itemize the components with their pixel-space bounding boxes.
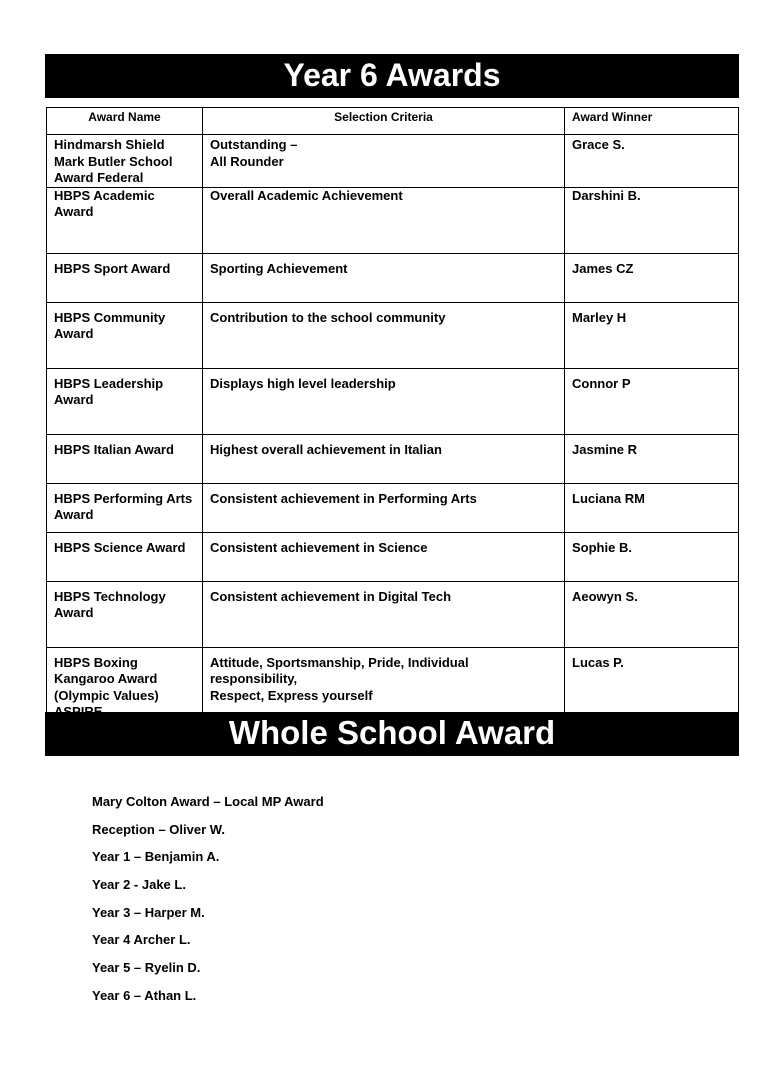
winner-cell: Connor P: [565, 368, 739, 434]
award-name-cell: HBPS Leadership Award: [47, 368, 203, 434]
table-row: [47, 187, 739, 253]
list-item: Reception – Oliver W.: [92, 821, 225, 837]
award-name-cell: HBPS Community Award: [47, 302, 203, 368]
list-item: Year 4 Archer L.: [92, 932, 191, 948]
page-title: Year 6 Awards: [45, 54, 739, 98]
winner-cell: Sophie B.: [565, 532, 739, 581]
criteria-cell: Highest overall achievement in Italian: [203, 434, 565, 483]
column-header-award-winner: Award Winner: [565, 108, 739, 135]
award-name-cell: HBPS Technology Award: [47, 581, 203, 647]
winner-cell: Aeowyn S.: [565, 581, 739, 647]
winner-cell: Jasmine R: [565, 434, 739, 483]
column-header-selection-criteria: Selection Criteria: [203, 108, 565, 135]
table-row: [47, 532, 739, 581]
table-row: [47, 434, 739, 483]
award-name-cell: HBPS Performing Arts Award: [47, 483, 203, 532]
winner-cell: Lucas P.: [565, 647, 739, 721]
table-row: [47, 368, 739, 434]
criteria-cell: Attitude, Sportsmanship, Pride, Individual responsibility, Respect, Express yourself: [203, 647, 565, 721]
winner-cell: James CZ: [565, 253, 739, 302]
winner-cell: Marley H: [565, 302, 739, 368]
list-item: Year 3 – Harper M.: [92, 904, 205, 920]
award-name-cell: HBPS Boxing Kangaroo Award (Olympic Values): [47, 647, 203, 721]
table-row: [47, 581, 739, 647]
criteria-cell: Overall Academic Achievement: [203, 187, 565, 253]
whole-school-award-list: [92, 794, 324, 1016]
award-name-cell: HBPS Academic Award: [47, 187, 203, 253]
table-row: [47, 483, 739, 532]
criteria-cell: Displays high level leadership: [203, 368, 565, 434]
winner-cell: Grace S.: [565, 135, 739, 188]
criteria-cell: Consistent achievement in Science: [203, 532, 565, 581]
award-name-cell: HBPS Italian Award: [47, 434, 203, 483]
list-item: Year 5 – Ryelin D.: [92, 960, 201, 976]
criteria-cell: Outstanding – All Rounder: [203, 135, 565, 188]
column-header-award-name: Award Name: [47, 108, 203, 135]
table-row: [47, 135, 739, 188]
award-name-cell: HBPS Science Award: [47, 532, 203, 581]
winner-cell: Luciana RM: [565, 483, 739, 532]
table-row: [47, 647, 739, 721]
table-header-row: [47, 108, 739, 135]
table-row: [47, 302, 739, 368]
award-name-cell: Hindmarsh Shield Mark Butler School Award Federal: [47, 135, 203, 188]
list-item: Year 1 – Benjamin A.: [92, 849, 220, 865]
table-row: [47, 253, 739, 302]
winner-cell: Darshini B.: [565, 187, 739, 253]
award-name-cell: HBPS Sport Award: [47, 253, 203, 302]
award-heading: Mary Colton Award – Local MP Award: [92, 794, 324, 809]
criteria-cell: Consistent achievement in Digital Tech: [203, 581, 565, 647]
criteria-cell: Contribution to the school community: [203, 302, 565, 368]
awards-table: [46, 107, 739, 722]
whole-school-award-title: Whole School Award: [45, 712, 739, 756]
criteria-cell: Consistent achievement in Performing Arts: [203, 483, 565, 532]
list-item: Year 6 – Athan L.: [92, 987, 197, 1003]
criteria-cell: Sporting Achievement: [203, 253, 565, 302]
list-item: Year 2 - Jake L.: [92, 877, 186, 893]
